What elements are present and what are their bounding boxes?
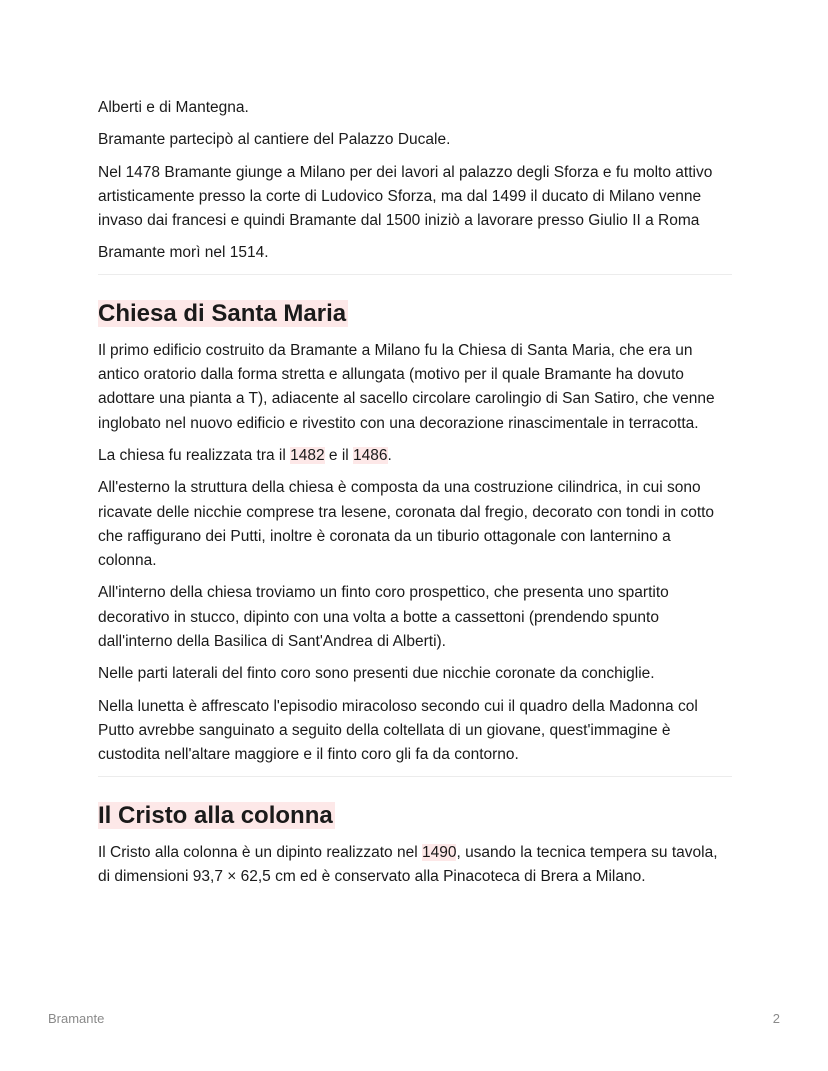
year-highlight: 1482 [290, 446, 325, 464]
section-heading [98, 799, 732, 833]
paragraph [98, 841, 732, 890]
paragraph: Bramante partecipò al cantiere del Palazzo Ducale. [98, 131, 451, 149]
section-divider [98, 776, 732, 777]
section-heading-text: Il Cristo alla colonna [98, 801, 333, 829]
year-highlight: 1490 [421, 843, 457, 861]
paragraph: Nel 1478 Bramante giunge a Milano per dei lavori al palazzo degli Sforza e fu molto attivo artisticamente presso la corte di Ludovico Sforza, ma dal 1499 il ducato di Milano venne invaso dai francesi e quindi Bramante dal 1500 iniziò a lavorare presso Giulio II a Roma [98, 163, 713, 230]
document-body [98, 96, 732, 897]
text-run: La chiesa fu realizzata tra il [98, 446, 291, 464]
section-divider [98, 274, 732, 275]
paragraph: Nelle parti laterali del finto coro sono presenti due nicchie coronate da conchiglie. [98, 665, 655, 683]
paragraph [98, 444, 732, 468]
paragraph: Il primo edificio costruito da Bramante a Milano fu la Chiesa di Santa Maria, che era un antico oratorio dalla forma stretta e allungata (motivo per il quale Bramante ha dovuto adottare una pianta a T), adiacente al sacello circolare carolingio di San Satiro, che venne inglobato nel nuovo edificio e rivestito con una decorazione rinascimentale in terracotta. [98, 341, 715, 432]
section-heading-text: Chiesa di Santa Maria [98, 299, 347, 327]
text-run: . [387, 446, 392, 464]
year-highlight: 1486 [353, 446, 388, 464]
text-run: e il [324, 446, 354, 464]
paragraph: All'interno della chiesa troviamo un finto coro prospettico, che presenta uno spartito decorativo in stucco, dipinto con una volta a botte a cassettoni (prendendo spunto dall'interno della Basilica di Sant'Andrea di Alberti). [98, 584, 669, 651]
paragraph: Nella lunetta è affrescato l'episodio miracoloso secondo cui il quadro della Madonna col Putto avrebbe sanguinato a seguito della coltellata di un giovane, quest'immagine è custodita nell'altare maggiore e il finto coro gli fa da contorno. [98, 697, 698, 764]
paragraph: Bramante morì nel 1514. [98, 244, 269, 262]
paragraph: All'esterno la struttura della chiesa è composta da una costruzione cilindrica, in cui sono ricavate delle nicchie comprese tra lesene, coronata dal fregio, decorato con tondi in cotto che raffigurano dei Putti, inoltre è coronata da un tiburio ottagonale con lanternino a colonna. [98, 479, 715, 570]
paragraph: Alberti e di Mantegna. [98, 99, 249, 116]
text-run: Il Cristo alla colonna è un dipinto realizzato nel [98, 843, 422, 861]
footer-document-title: Bramante [48, 1011, 105, 1026]
footer-page-number: 2 [772, 1011, 780, 1026]
text-run: , usando la tecnica tempera su tavola, di dimensioni 93,7 × 62,5 cm ed è conservato alla Pinacoteca di Brera a Milano. [98, 843, 718, 885]
section-heading [98, 297, 732, 331]
